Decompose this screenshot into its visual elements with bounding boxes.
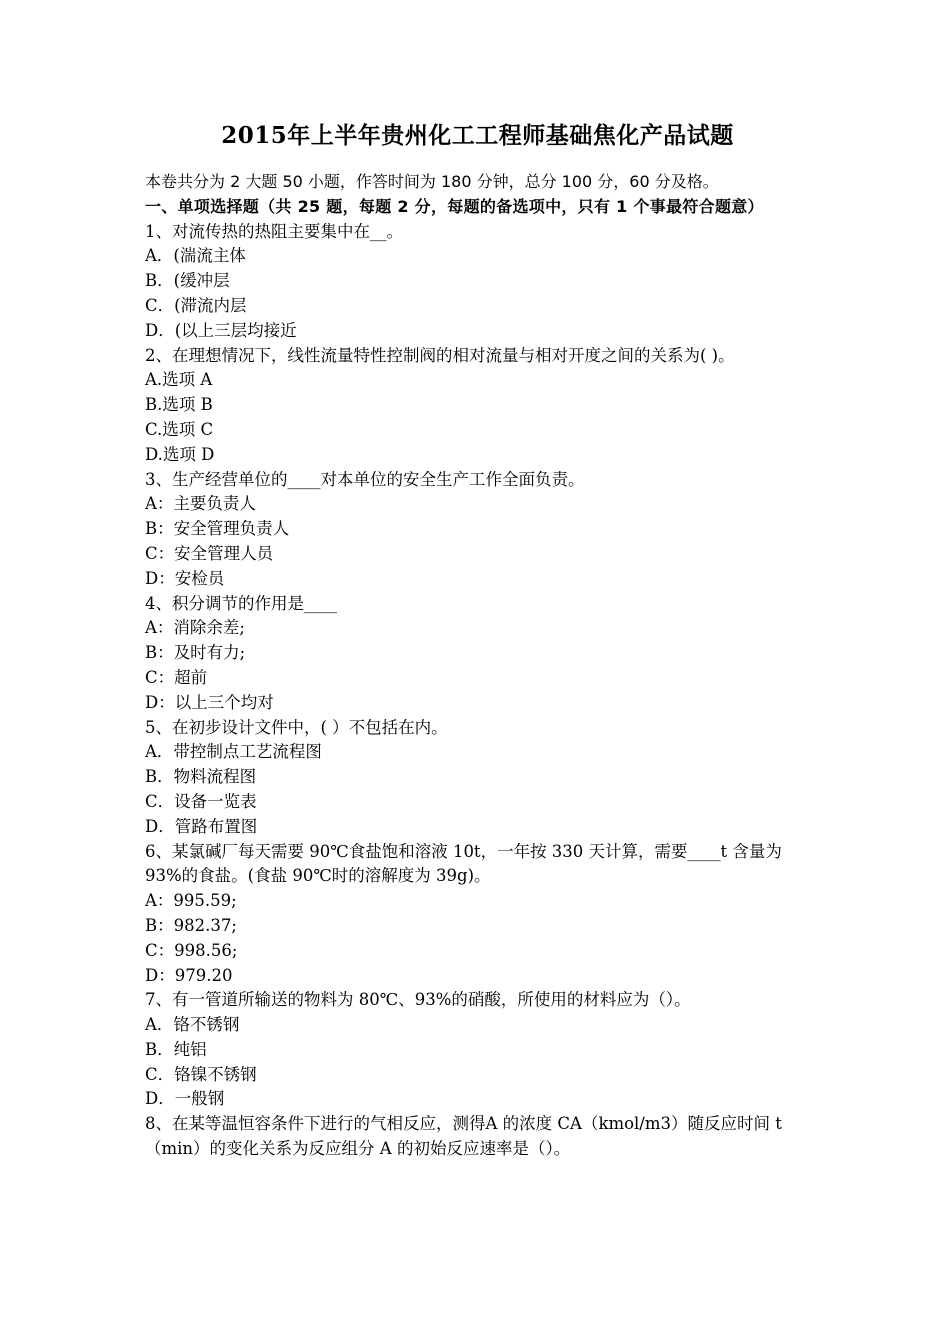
option: C．铬镍不锈钢: [145, 1064, 257, 1084]
option: A.选项 A: [145, 370, 213, 390]
question-block: [145, 840, 810, 989]
option: A．带控制点工艺流程图: [145, 742, 322, 762]
option: A：995.59;: [145, 891, 237, 911]
option: D．(以上三层均接近: [145, 320, 297, 340]
option: B．(缓冲层: [145, 271, 230, 291]
option: B：安全管理负责人: [145, 519, 290, 539]
option: A．(湍流主体: [145, 246, 246, 266]
section-heading: 一、单项选择题（共 25 题，每题 2 分，每题的备选项中，只有 1 个事最符合题意）: [145, 196, 764, 216]
question-block: [145, 468, 810, 592]
option: B．纯铝: [145, 1039, 207, 1059]
option: C．(滞流内层: [145, 295, 247, 315]
option: D：979.20: [145, 965, 233, 985]
option: A：主要负责人: [145, 494, 256, 514]
document-title: 2015年上半年贵州化工工程师基础焦化产品试题: [221, 122, 734, 149]
option: B.选项 B: [145, 395, 213, 415]
option: D．一般钢: [145, 1089, 225, 1109]
question-block: [145, 592, 810, 716]
option: D．管路布置图: [145, 816, 258, 836]
question-stem: 6、某氯碱厂每天需要 90℃食盐饱和溶液 10t，一年按 330 天计算，需要____t 含量为 93%的食盐。(食盐 90℃时的溶解度为 39g)。: [145, 841, 782, 886]
question-block: [145, 1112, 810, 1162]
option: D：以上三个均对: [145, 692, 274, 712]
question-block: [145, 344, 810, 468]
option: B：及时有力;: [145, 643, 246, 663]
question-block: [145, 716, 810, 840]
question-stem: 5、在初步设计文件中，( ）不包括在内。: [145, 717, 448, 737]
option: A：消除余差;: [145, 618, 245, 638]
option: C：超前: [145, 667, 208, 687]
question-stem: 2、在理想情况下，线性流量特性控制阀的相对流量与相对开度之间的关系为( )。: [145, 345, 735, 365]
option: C.选项 C: [145, 419, 214, 439]
exam-intro: 本卷共分为 2 大题 50 小题，作答时间为 180 分钟，总分 100 分，60 分及格。: [145, 172, 719, 191]
question-stem: 3、生产经营单位的____对本单位的安全生产工作全面负责。: [145, 469, 585, 489]
question-stem: 7、有一管道所输送的物料为 80℃、93%的硝酸，所使用的材料应为（）。: [145, 990, 691, 1010]
question-block: [145, 988, 810, 1112]
option: A．铬不锈钢: [145, 1015, 240, 1035]
question-stem: 8、在某等温恒容条件下进行的气相反应，测得A 的浓度 CA（kmol/m3）随反应时间 t（min）的变化关系为反应组分 A 的初始反应速率是（）。: [145, 1114, 782, 1159]
option: B：982.37;: [145, 915, 237, 935]
option: D.选项 D: [145, 444, 215, 464]
option: B．物料流程图: [145, 767, 257, 787]
option: C．设备一览表: [145, 791, 257, 811]
question-stem: 4、积分调节的作用是____: [145, 593, 337, 613]
exam-page: [145, 118, 810, 1162]
option: D：安检员: [145, 568, 225, 588]
question-block: [145, 220, 810, 344]
option: C：998.56;: [145, 940, 238, 960]
question-stem: 1、对流传热的热阻主要集中在__。: [145, 221, 403, 241]
option: C：安全管理人员: [145, 543, 274, 563]
